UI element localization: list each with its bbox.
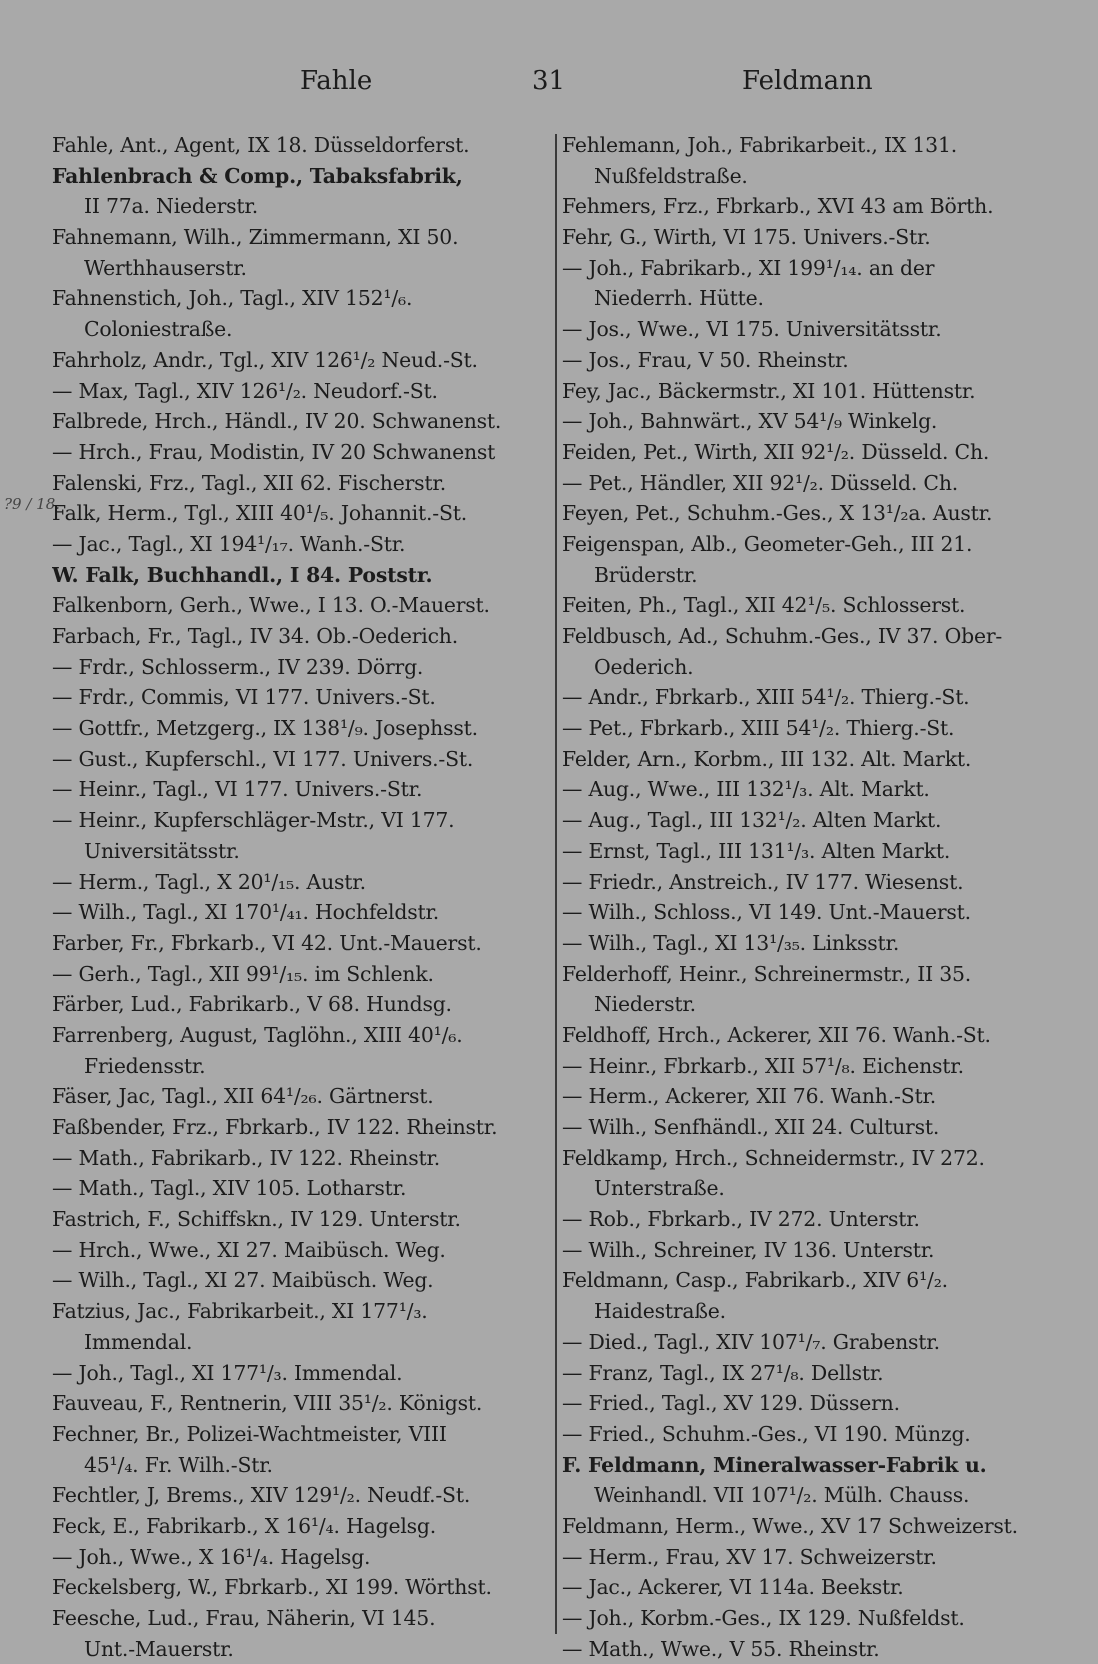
header-right-catchword: Feldmann xyxy=(742,66,873,96)
directory-entry: Falk, Herm., Tgl., XIII 40¹/₅. Johannit.-St. xyxy=(52,501,467,526)
directory-entry: Fauveau, F., Rentnerin, VIII 35¹/₂. Königst. xyxy=(52,1391,483,1416)
directory-entry: Fehmers, Frz., Fbrkarb., XVI 43 am Börth. xyxy=(562,194,994,219)
directory-entry: F. Feldmann, Mineralwasser-Fabrik u. xyxy=(562,1452,987,1477)
directory-entry: — Heinr., Fbrkarb., XII 57¹/₈. Eichenstr. xyxy=(562,1053,964,1078)
directory-entry: — Aug., Wwe., III 132¹/₃. Alt. Markt. xyxy=(562,777,930,802)
directory-entry: Feldkamp, Hrch., Schneidermstr., IV 272. xyxy=(562,1145,985,1170)
directory-entry: — Gust., Kupferschl., VI 177. Univers.-St. xyxy=(52,746,474,771)
directory-entry: Brüderstr. xyxy=(594,562,698,587)
directory-entry: 45¹/₄. Fr. Wilh.-Str. xyxy=(84,1452,273,1477)
directory-entry: Fahnenstich, Joh., Tagl., XIV 152¹/₆. xyxy=(52,286,413,311)
directory-entry: Farber, Fr., Fbrkarb., VI 42. Unt.-Mauerst. xyxy=(52,930,482,955)
directory-entry: Feldmann, Herm., Wwe., XV 17 Schweizerst. xyxy=(562,1513,1018,1538)
directory-entry: — Gerh., Tagl., XII 99¹/₁₅. im Schlenk. xyxy=(52,961,434,986)
directory-entry: — Heinr., Kupferschläger-Mstr., VI 177. xyxy=(52,808,455,833)
directory-entry: — Aug., Tagl., III 132¹/₂. Alten Markt. xyxy=(562,808,942,833)
directory-entry: — Fried., Schuhm.-Ges., VI 190. Münzg. xyxy=(562,1421,971,1446)
directory-entry: Feesche, Lud., Frau, Näherin, VI 145. xyxy=(52,1606,436,1630)
directory-entry: Feiten, Ph., Tagl., XII 42¹/₅. Schlosserst. xyxy=(562,593,966,618)
directory-entry: Feldbusch, Ad., Schuhm.-Ges., IV 37. Ober- xyxy=(562,624,1003,648)
directory-entry: Immendal. xyxy=(84,1329,193,1354)
directory-entry: Fatzius, Jac., Fabrikarbeit., XI 177¹/₃. xyxy=(52,1299,428,1324)
directory-entry: Feigenspan, Alb., Geometer-Geh., III 21. xyxy=(562,531,973,556)
directory-entry: Feyen, Pet., Schuhm.-Ges., X 13¹/₂a. Austr. xyxy=(562,501,993,526)
directory-entry: — Joh., Bahnwärt., XV 54¹/₉ Winkelg. xyxy=(562,409,938,434)
directory-entry: — Jac., Tagl., XI 194¹/₁₇. Wanh.-Str. xyxy=(52,531,406,556)
directory-entry: Fechner, Br., Polizei-Wachtmeister, VIII xyxy=(52,1421,447,1446)
directory-entry: Fahrholz, Andr., Tgl., XIV 126¹/₂ Neud.-St. xyxy=(52,347,478,372)
directory-entry: — Hrch., Wwe., XI 27. Maibüsch. Weg. xyxy=(52,1237,446,1262)
directory-entry: — Math., Fabrikarb., IV 122. Rheinstr. xyxy=(52,1145,441,1170)
directory-entry: II 77a. Niederstr. xyxy=(84,194,259,219)
directory-entry: Felder, Arn., Korbm., III 132. Alt. Markt. xyxy=(562,746,972,771)
header-left-catchword: Fahle xyxy=(300,66,373,96)
directory-entry: Niederstr. xyxy=(594,992,696,1017)
page-number: 31 xyxy=(532,66,566,96)
directory-entry: Fäser, Jac, Tagl., XII 64¹/₂₆. Gärtnerst. xyxy=(52,1084,434,1109)
directory-entry: Fahle, Ant., Agent, IX 18. Düsseldorferst. xyxy=(52,133,470,157)
directory-entry: Nußfeldstraße. xyxy=(594,163,748,188)
directory-entry: Feck, E., Fabrikarb., X 16¹/₄. Hagelsg. xyxy=(52,1513,437,1538)
directory-entry: — Wilh., Schloss., VI 149. Unt.-Mauerst. xyxy=(562,900,971,925)
directory-entry: — Math., Tagl., XIV 105. Lotharstr. xyxy=(52,1176,407,1201)
directory-entry: — Pet., Fbrkarb., XIII 54¹/₂. Thierg.-St. xyxy=(562,716,955,741)
directory-entry: Fechtler, J, Brems., XIV 129¹/₂. Neudf.-St. xyxy=(52,1483,471,1508)
directory-entry: — Heinr., Tagl., VI 177. Univers.-Str. xyxy=(52,777,423,802)
directory-entry: Falkenborn, Gerh., Wwe., I 13. O.-Mauerst. xyxy=(52,593,490,618)
directory-entry: — Gottfr., Metzgerg., IX 138¹/₉. Josephsst. xyxy=(52,716,478,741)
directory-entry: Falenski, Frz., Tagl., XII 62. Fischerstr. xyxy=(52,470,446,495)
directory-entry: Haidestraße. xyxy=(594,1299,726,1324)
directory-entry: Oederich. xyxy=(594,654,694,679)
directory-entry: Feiden, Pet., Wirth, XII 92¹/₂. Düsseld. Ch. xyxy=(562,439,990,464)
directory-entry: — Hrch., Frau, Modistin, IV 20 Schwanenst xyxy=(52,439,496,464)
directory-entry: Fahlenbrach & Comp., Tabaksfabrik, xyxy=(52,163,463,188)
directory-entry: Feldmann, Casp., Fabrikarb., XIV 6¹/₂. xyxy=(562,1268,948,1293)
directory-entry: — Herm., Ackerer, XII 76. Wanh.-Str. xyxy=(562,1084,937,1109)
directory-entry: Feckelsberg, W., Fbrkarb., XI 199. Wörthst. xyxy=(52,1575,492,1600)
directory-entry: — Herm., Frau, XV 17. Schweizerstr. xyxy=(562,1544,937,1569)
directory-entry: — Joh., Tagl., XI 177¹/₃. Immendal. xyxy=(52,1360,403,1385)
directory-entry: Fehlemann, Joh., Fabrikarbeit., IX 131. xyxy=(562,133,958,157)
directory-entry: — Jos., Frau, V 50. Rheinstr. xyxy=(562,347,849,372)
directory-entry: — Joh., Fabrikarb., XI 199¹/₁₄. an der xyxy=(562,255,935,280)
directory-entry: Unt.-Mauerstr. xyxy=(84,1636,234,1661)
directory-entry: — Wilh., Tagl., XI 170¹/₄₁. Hochfeldstr. xyxy=(52,900,440,925)
directory-entry: W. Falk, Buchhandl., I 84. Poststr. xyxy=(52,562,433,587)
directory-entry: Niederrh. Hütte. xyxy=(594,286,764,311)
directory-entry: — Wilh., Senfhändl., XII 24. Culturst. xyxy=(562,1115,940,1139)
directory-entry: — Wilh., Tagl., XI 27. Maibüsch. Weg. xyxy=(52,1268,434,1293)
directory-entry: Fahnemann, Wilh., Zimmermann, XI 50. xyxy=(52,225,459,250)
directory-entry: Fastrich, F., Schiffskn., IV 129. Unterstr. xyxy=(52,1207,461,1232)
right-column xyxy=(562,130,1082,1664)
directory-entry: — Andr., Fbrkarb., XIII 54¹/₂. Thierg.-St. xyxy=(562,685,970,710)
directory-entry: — Frdr., Schlosserm., IV 239. Dörrg. xyxy=(52,654,424,679)
directory-entry: Farrenberg, August, Taglöhn., XIII 40¹/₆. xyxy=(52,1022,463,1047)
directory-entry: — Friedr., Anstreich., IV 177. Wiesenst. xyxy=(562,869,964,894)
directory-entry: Universitätsstr. xyxy=(84,838,240,863)
directory-entry: Fehr, G., Wirth, VI 175. Univers.-Str. xyxy=(562,225,931,250)
directory-entry: Coloniestraße. xyxy=(84,317,233,342)
directory-entry: — Ernst, Tagl., III 131¹/₃. Alten Markt. xyxy=(562,838,951,863)
column-divider xyxy=(555,134,557,1634)
directory-entry: — Frdr., Commis, VI 177. Univers.-St. xyxy=(52,685,436,710)
directory-entry: — Herm., Tagl., X 20¹/₁₅. Austr. xyxy=(52,869,366,894)
directory-entry: — Math., Wwe., V 55. Rheinstr. xyxy=(562,1636,880,1661)
directory-entry: — Joh., Korbm.-Ges., IX 129. Nußfeldst. xyxy=(562,1606,965,1630)
handwritten-margin-note: ?9 / 18. xyxy=(4,495,61,513)
directory-entry: Faßbender, Frz., Fbrkarb., IV 122. Rheinstr. xyxy=(52,1115,498,1139)
directory-entry: Friedensstr. xyxy=(84,1053,206,1078)
directory-entry: — Wilh., Tagl., XI 13¹/₃₅. Linksstr. xyxy=(562,930,900,955)
directory-entry: Feldhoff, Hrch., Ackerer, XII 76. Wanh.-St. xyxy=(562,1022,991,1047)
directory-entry: — Jac., Ackerer, VI 114a. Beekstr. xyxy=(562,1575,904,1600)
directory-entry: Weinhandl. VII 107¹/₂. Mülh. Chauss. xyxy=(594,1483,970,1508)
directory-entry: — Joh., Wwe., X 16¹/₄. Hagelsg. xyxy=(52,1544,371,1569)
directory-entry: Färber, Lud., Fabrikarb., V 68. Hundsg. xyxy=(52,992,452,1017)
directory-entry: — Died., Tagl., XIV 107¹/₇. Grabenstr. xyxy=(562,1329,940,1354)
directory-entry: — Rob., Fbrkarb., IV 272. Unterstr. xyxy=(562,1207,920,1232)
directory-entry: — Wilh., Schreiner, IV 136. Unterstr. xyxy=(562,1237,935,1262)
left-column xyxy=(52,130,552,1664)
running-header xyxy=(0,66,1098,106)
directory-entry: — Franz, Tagl., IX 27¹/₈. Dellstr. xyxy=(562,1360,884,1385)
directory-entry: — Pet., Händler, XII 92¹/₂. Düsseld. Ch. xyxy=(562,470,959,495)
directory-entry: — Jos., Wwe., VI 175. Universitätsstr. xyxy=(562,317,942,342)
directory-entry: Unterstraße. xyxy=(594,1176,725,1201)
directory-entry: Fey, Jac., Bäckermstr., XI 101. Hüttenstr. xyxy=(562,378,976,403)
directory-entry: Felderhoff, Heinr., Schreinermstr., II 35. xyxy=(562,961,972,986)
directory-entry: — Max, Tagl., XIV 126¹/₂. Neudorf.-St. xyxy=(52,378,438,403)
directory-entry: Farbach, Fr., Tagl., IV 34. Ob.-Oederich. xyxy=(52,624,459,648)
directory-entry: Werthhauserstr. xyxy=(84,255,247,280)
directory-entry: Falbrede, Hrch., Händl., IV 20. Schwanenst. xyxy=(52,409,502,434)
directory-entry: — Fried., Tagl., XV 129. Düssern. xyxy=(562,1391,900,1416)
